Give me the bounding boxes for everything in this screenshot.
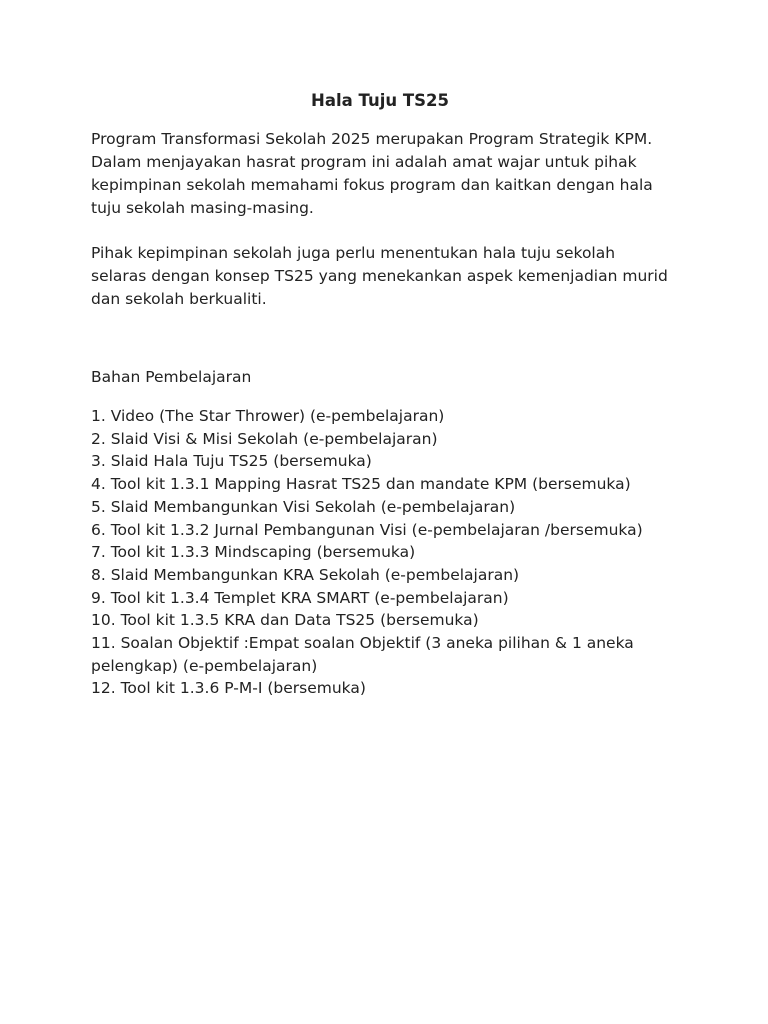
list-item: 2. Slaid Visi & Misi Sekolah (e-pembelajaran) bbox=[91, 429, 438, 448]
learning-materials-list bbox=[91, 405, 651, 700]
intro-paragraph: Program Transformasi Sekolah 2025 merupakan Program Strategik KPM. Dalam menjayakan hasrat program ini adalah amat wajar untuk pihak kepimpinan sekolah memahami fokus program dan kaitkan dengan hala tuju sekolah masing-masing. bbox=[91, 130, 653, 217]
document-title: Hala Tuju TS25 bbox=[311, 91, 449, 110]
list-item: 10. Tool kit 1.3.5 KRA dan Data TS25 (bersemuka) bbox=[91, 611, 479, 630]
list-item: 9. Tool kit 1.3.4 Templet KRA SMART (e-pembelajaran) bbox=[91, 588, 509, 607]
list-item: 7. Tool kit 1.3.3 Mindscaping (bersemuka) bbox=[91, 543, 416, 562]
document-page bbox=[91, 89, 691, 700]
list-item: 6. Tool kit 1.3.2 Jurnal Pembangunan Visi (e-pembelajaran /bersemuka) bbox=[91, 520, 643, 539]
direction-paragraph: Pihak kepimpinan sekolah juga perlu menentukan hala tuju sekolah selaras dengan konsep TS25 yang menekankan aspek kemenjadian murid dan sekolah berkualiti. bbox=[91, 244, 668, 308]
section-heading: Bahan Pembelajaran bbox=[91, 368, 252, 386]
list-item: 3. Slaid Hala Tuju TS25 (bersemuka) bbox=[91, 452, 372, 471]
list-item: 11. Soalan Objektif :Empat soalan Objektif (3 aneka pilihan & 1 aneka pelengkap) (e-pembelajaran) bbox=[91, 634, 634, 675]
list-item: 1. Video (The Star Thrower) (e-pembelajaran) bbox=[91, 407, 445, 425]
list-item: 5. Slaid Membangunkan Visi Sekolah (e-pembelajaran) bbox=[91, 497, 516, 516]
list-item: 8. Slaid Membangunkan KRA Sekolah (e-pembelajaran) bbox=[91, 565, 520, 584]
list-item: 4. Tool kit 1.3.1 Mapping Hasrat TS25 dan mandate KPM (bersemuka) bbox=[91, 475, 631, 494]
list-item: 12. Tool kit 1.3.6 P-M-I (bersemuka) bbox=[91, 679, 366, 698]
